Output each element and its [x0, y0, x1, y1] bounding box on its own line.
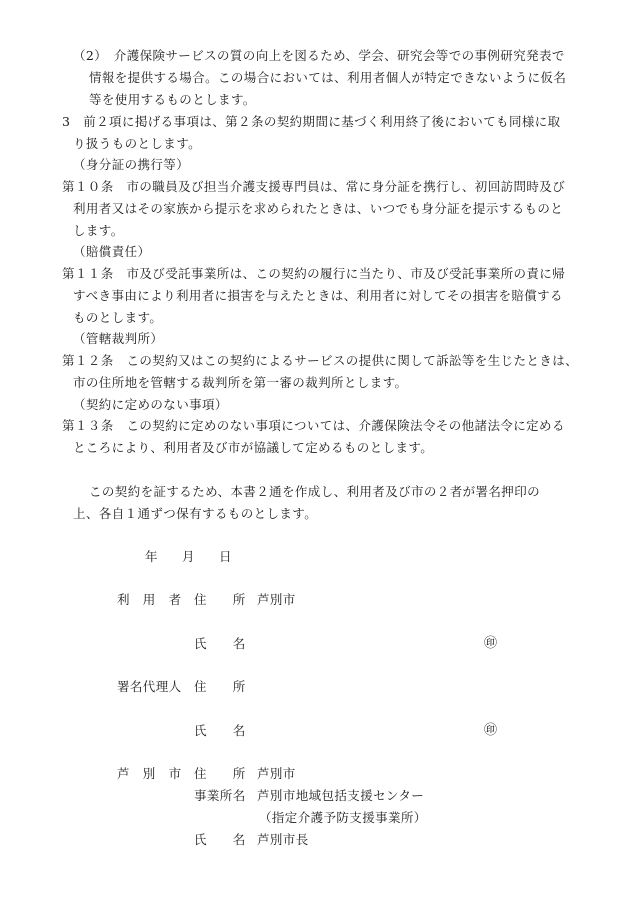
user-label: 利 用 者 — [117, 592, 182, 607]
article-10-line-3: します。 — [73, 223, 124, 238]
user-address-label: 住 所 — [194, 592, 246, 607]
city-name-label: 氏 名 — [194, 832, 246, 847]
date-month: 月 — [182, 549, 195, 564]
date-year: 年 — [145, 549, 158, 564]
article-13-line-1: 第１３条 この契約に定めのない事項については、介護保険法令その他諸法令に定める — [62, 418, 565, 433]
heading-article-11: （賠償責任） — [73, 244, 151, 259]
heading-article-13: （契約に定めのない事項） — [73, 397, 228, 412]
article-11-line-1: 第１１条 市及び受託事業所は、この契約の履行に当たり、市及び受託事業所の責に帰 — [62, 266, 566, 281]
article-11-line-3: ものとします。 — [73, 310, 163, 325]
city-address-label: 住 所 — [194, 766, 246, 781]
proxy-seal-mark: ㊞ — [484, 723, 498, 738]
clause-2-line-1: （2） 介護保険サービスの質の向上を図るため、学会、研究会等での事例研究発表で — [73, 48, 565, 63]
proxy-address-label: 住 所 — [194, 679, 246, 694]
clause-2-line-2: 情報を提供する場合。この場合においては、利用者個人が特定できないように仮名 — [89, 70, 567, 85]
user-address-value: 芦別市 — [257, 592, 296, 607]
article-10-line-2: 利用者又はその家族から提示を求められたときは、いつでも身分証を提示するものと — [73, 201, 564, 216]
heading-article-12: （管轄裁判所） — [73, 331, 164, 346]
proxy-label: 署名代理人 — [117, 679, 182, 694]
city-label: 芦 別 市 — [117, 766, 182, 781]
user-name-label: 氏 名 — [194, 636, 246, 651]
office-subtitle: （指定介護予防支援事業所） — [259, 810, 427, 825]
closing-line-1: この契約を証するため、本書２通を作成し、利用者及び市の２者が署名押印の — [89, 484, 541, 499]
clause-3-line-1: 3 前２項に掲げる事項は、第２条の契約期間に基づく利用終了後においても同様に取 — [62, 114, 561, 129]
date-day: 日 — [219, 549, 232, 564]
clause-3-line-2: り扱うものとします。 — [73, 136, 202, 151]
article-11-line-2: すべき事由により利用者に損害を与えたときは、利用者に対してその損害を賠償する — [73, 288, 563, 303]
proxy-name-label: 氏 名 — [194, 723, 246, 738]
clause-2-line-3: 等を使用するものとします。 — [89, 92, 256, 107]
closing-line-2: 上、各自１通ずつ保有するものとします。 — [73, 506, 318, 521]
article-12-line-1: 第１２条 この契約又はこの契約によるサービスの提供に関して訴訟等を生じたときは、 — [62, 353, 579, 368]
heading-article-10: （身分証の携行等） — [73, 157, 190, 172]
article-12-line-2: 市の住所地を管轄する裁判所を第一審の裁判所とします。 — [73, 375, 408, 390]
article-13-line-2: ところにより、利用者及び市が協議して定めるものとします。 — [73, 440, 434, 455]
office-name: 芦別市地域包括支援センター — [257, 788, 425, 803]
user-seal-mark: ㊞ — [484, 636, 498, 651]
office-label: 事業所名 — [194, 788, 246, 803]
city-address-value: 芦別市 — [257, 766, 296, 781]
article-10-line-1: 第１０条 市の職員及び担当介護支援専門員は、常に身分証を携行し、初回訪問時及び — [62, 179, 566, 194]
city-name-value: 芦別市長 — [257, 832, 309, 847]
